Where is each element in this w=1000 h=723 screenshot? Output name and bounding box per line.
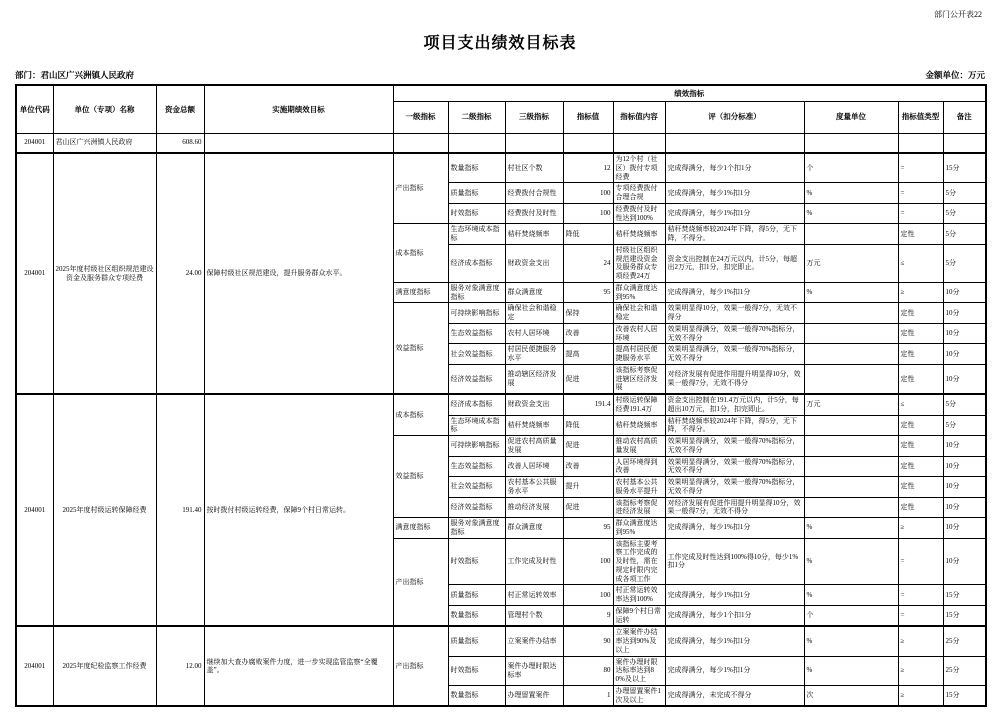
cell-note: 25分 (943, 626, 986, 656)
cell-unit-of-measure (804, 364, 898, 394)
cell-level2: 服务对象满意度指标 (448, 282, 505, 303)
cell-indicator-value: 促进 (563, 364, 613, 394)
cell-scoring-standard: 完成得满分，每少1%扣1分 (665, 203, 804, 224)
cell-level1: 产出指标 (393, 626, 448, 706)
cell-indicator-value: 促进 (563, 436, 613, 457)
col-header-unit-of-measure: 度量单位 (804, 101, 898, 133)
cell-level3: 财政资金支出 (505, 244, 563, 282)
cell-value-type: ≥ (898, 626, 943, 656)
cell-value-type: 定性 (898, 344, 943, 365)
cell-value-type: ≥ (898, 685, 943, 706)
cell-value-content: 村正常运转效率达到100% (613, 585, 665, 606)
cell-scoring-standard: 完成得满分，每少1%扣1分 (665, 282, 804, 303)
col-header-value-content: 指标值内容 (613, 101, 665, 133)
cell-note: 5分 (943, 244, 986, 282)
cell-value-content: 群众满意度达到95% (613, 518, 665, 539)
cell-empty (943, 133, 986, 153)
cell-empty (665, 133, 804, 153)
cell-value-content: 该指标主要考察工作完成的及时性，需在规定时限内完成各项工作 (613, 538, 665, 585)
cell-level3: 经费拨付合规性 (505, 183, 563, 204)
cell-level2: 时效指标 (448, 203, 505, 224)
table-body (16, 133, 986, 706)
cell-note: 15分 (943, 685, 986, 706)
cell-unit-code: 204001 (16, 394, 53, 626)
cell-scoring-standard: 效果明显得10分，效果一般得7分，无效不得分 (665, 303, 804, 324)
cell-level2: 社会效益指标 (448, 344, 505, 365)
cell-unit-of-measure: % (804, 626, 898, 656)
cell-level1: 产出指标 (393, 538, 448, 626)
cell-level2: 生态效益指标 (448, 456, 505, 477)
cell-level2: 可持续影响指标 (448, 303, 505, 324)
cell-level1: 效益指标 (393, 303, 448, 394)
cell-level2: 经济成本指标 (448, 244, 505, 282)
cell-value-content: 群众满意度达到95% (613, 282, 665, 303)
cell-indicator-value: 12 (563, 153, 613, 183)
cell-level3: 村社区个数 (505, 153, 563, 183)
cell-note: 10分 (943, 323, 986, 344)
cell-indicator-value: 100 (563, 538, 613, 585)
cell-level2: 可持续影响指标 (448, 436, 505, 457)
cell-value-content: 改善农村人居环境 (613, 323, 665, 344)
cell-value-content: 保障9个村日常运转 (613, 605, 665, 626)
cell-empty (393, 133, 448, 153)
cell-unit-of-measure: % (804, 282, 898, 303)
cell-level3: 村居民便捷服务水平 (505, 344, 563, 365)
cell-level2: 质量指标 (448, 626, 505, 656)
cell-unit-of-measure: % (804, 538, 898, 585)
cell-scoring-standard: 效果明显得满分，效果一般得70%指标分，无效不得分 (665, 436, 804, 457)
cell-note: 10分 (943, 497, 986, 518)
cell-amount: 191.40 (156, 394, 204, 626)
col-header-unit-code: 单位代码 (16, 85, 53, 133)
cell-level3: 促进农村高质量发展 (505, 436, 563, 457)
performance-target-table (15, 84, 987, 707)
cell-unit-of-measure: % (804, 203, 898, 224)
cell-level2: 经济成本指标 (448, 394, 505, 415)
cell-scoring-standard: 资金支出控制在24万元以内，计5分，每超出2万元，扣1分，扣完即止。 (665, 244, 804, 282)
cell-value-content: 该指标考察促进经济发展 (613, 497, 665, 518)
cell-scoring-standard: 资金支出控制在191.4万元以内，计5分，每超出10万元，扣1分，扣完即止。 (665, 394, 804, 415)
cell-level2: 质量指标 (448, 183, 505, 204)
col-header-value-type: 指标值类型 (898, 101, 943, 133)
cell-value-type: = (898, 153, 943, 183)
cell-level2: 时效指标 (448, 656, 505, 685)
cell-value-type: 定性 (898, 477, 943, 498)
cell-indicator-value: 95 (563, 282, 613, 303)
cell-value-content: 经费拨付及时性达到100% (613, 203, 665, 224)
col-header-level1: 一级指标 (393, 101, 448, 133)
header-row-1 (16, 85, 986, 101)
cell-level3: 农村基本公共服务水平 (505, 477, 563, 498)
cell-level1: 满意度指标 (393, 518, 448, 539)
cell-level2: 经济效益指标 (448, 497, 505, 518)
cell-value-content: 秸秆焚烧频率 (613, 415, 665, 436)
cell-level2: 数量指标 (448, 605, 505, 626)
cell-scoring-standard: 完成得满分，每少1个扣1分 (665, 605, 804, 626)
cell-unit-of-measure (804, 224, 898, 245)
cell-level2: 社会效益指标 (448, 477, 505, 498)
cell-amount: 608.60 (156, 133, 204, 153)
cell-scoring-standard: 效果明显得满分，效果一般得70%指标分，无效不得分 (665, 323, 804, 344)
cell-value-type: 定性 (898, 415, 943, 436)
cell-indicator-value: 改善 (563, 323, 613, 344)
cell-indicator-value: 100 (563, 585, 613, 606)
cell-indicator-value: 90 (563, 626, 613, 656)
cell-impl-target (204, 133, 393, 153)
table-row (16, 626, 986, 656)
cell-unit-of-measure (804, 303, 898, 324)
cell-level1: 效益指标 (393, 436, 448, 518)
cell-unit-code: 204001 (16, 626, 53, 706)
cell-value-content: 秸秆焚烧频率 (613, 224, 665, 245)
cell-level3: 村正常运转效率 (505, 585, 563, 606)
cell-level2: 服务对象满意度指标 (448, 518, 505, 539)
department-label: 部门：君山区广兴洲镇人民政府 (15, 70, 135, 80)
cell-value-content: 案件办理时限达标率达到80%及以上 (613, 656, 665, 685)
cell-value-content: 确保社会和谐稳定 (613, 303, 665, 324)
cell-scoring-standard: 对经济发展有促进作用提升明显得10分，效果一般得7分，无效不得分 (665, 497, 804, 518)
amount-unit-label: 金额单位：万元 (925, 70, 985, 80)
cell-unit-of-measure (804, 344, 898, 365)
cell-unit-of-measure: 万元 (804, 394, 898, 415)
cell-level2: 时效指标 (448, 538, 505, 585)
cell-note: 15分 (943, 605, 986, 626)
cell-scoring-standard: 完成得满分，未完成不得分 (665, 685, 804, 706)
cell-unit-name: 2025年度村级社区组织规范建设资金及服务群众专项经费 (53, 153, 156, 394)
cell-unit-name: 君山区广兴洲镇人民政府 (53, 133, 156, 153)
cell-amount: 12.00 (156, 626, 204, 706)
cell-level3: 推动辖区经济发展 (505, 364, 563, 394)
cell-value-type: 定性 (898, 364, 943, 394)
cell-scoring-standard: 工作完成及时性达到100%得10分，每少1%扣1分 (665, 538, 804, 585)
col-header-level2: 二级指标 (448, 101, 505, 133)
table-header (16, 85, 986, 133)
cell-indicator-value: 促进 (563, 497, 613, 518)
cell-impl-target: 按时拨付村级运转经费，保障9个村日常运转。 (204, 394, 393, 626)
cell-note: 10分 (943, 456, 986, 477)
cell-empty (563, 133, 613, 153)
cell-note: 10分 (943, 303, 986, 324)
cell-indicator-value: 24 (563, 244, 613, 282)
cell-indicator-value: 降低 (563, 224, 613, 245)
cell-unit-of-measure: 次 (804, 685, 898, 706)
cell-value-content: 专项经费拨付合理合规 (613, 183, 665, 204)
cell-unit-of-measure: % (804, 518, 898, 539)
cell-value-content: 提高村居民便捷服务水平 (613, 344, 665, 365)
cell-level2: 数量指标 (448, 153, 505, 183)
cell-note: 5分 (943, 415, 986, 436)
cell-level3: 立案案件办结率 (505, 626, 563, 656)
cell-value-type: 定性 (898, 497, 943, 518)
cell-indicator-value: 80 (563, 656, 613, 685)
cell-unit-of-measure (804, 477, 898, 498)
cell-empty (804, 133, 898, 153)
cell-value-type: 定性 (898, 224, 943, 245)
cell-unit-code: 204001 (16, 133, 53, 153)
cell-value-content: 立案案件办结率达到90%及以上 (613, 626, 665, 656)
cell-level3: 确保社会和谐稳定 (505, 303, 563, 324)
cell-unit-name: 2025年度村级运转保障经费 (53, 394, 156, 626)
cell-scoring-standard: 秸秆焚烧频率较2024年下降，得5分，无下降，不得分。 (665, 415, 804, 436)
cell-note: 10分 (943, 477, 986, 498)
cell-scoring-standard: 完成得满分，每少1%扣1分 (665, 656, 804, 685)
cell-value-content: 办理留置案件1次及以上 (613, 685, 665, 706)
cell-scoring-standard: 秸秆焚烧频率较2024年下降，得5分，无下降，不得分。 (665, 224, 804, 245)
cell-value-type: ≤ (898, 244, 943, 282)
cell-value-type: = (898, 183, 943, 204)
cell-note: 10分 (943, 538, 986, 585)
cell-note: 10分 (943, 364, 986, 394)
cell-value-type: ≤ (898, 394, 943, 415)
cell-level3: 群众满意度 (505, 518, 563, 539)
cell-unit-of-measure: % (804, 656, 898, 685)
cell-note: 5分 (943, 224, 986, 245)
cell-level2: 生态环境成本指标 (448, 415, 505, 436)
cell-indicator-value: 改善 (563, 456, 613, 477)
cell-scoring-standard: 对经济发展有促进作用提升明显得10分，效果一般得7分，无效不得分 (665, 364, 804, 394)
cell-level3: 秸秆焚烧频率 (505, 415, 563, 436)
cell-value-content: 村级社区组织规范建设资金及服务群众专项经费24万 (613, 244, 665, 282)
cell-level1: 产出指标 (393, 153, 448, 224)
cell-level3: 经费拨付及时性 (505, 203, 563, 224)
cell-indicator-value: 191.4 (563, 394, 613, 415)
cell-unit-of-measure (804, 497, 898, 518)
cell-level3: 改善人居环境 (505, 456, 563, 477)
cell-level3: 案件办理时限达标率 (505, 656, 563, 685)
col-header-impl-target: 实施期绩效目标 (204, 85, 393, 133)
cell-value-content: 村级运转保障经费191.4万 (613, 394, 665, 415)
doc-code-label: 部门公开表22 (934, 10, 982, 19)
cell-scoring-standard: 效果明显得满分，效果一般得70%指标分，无效不得分 (665, 456, 804, 477)
cell-level1: 成本指标 (393, 224, 448, 283)
cell-level3: 农村人居环境 (505, 323, 563, 344)
cell-note: 10分 (943, 344, 986, 365)
cell-level1: 成本指标 (393, 394, 448, 436)
cell-value-content: 为12个村（社区）拨付专项经费 (613, 153, 665, 183)
cell-unit-of-measure: 万元 (804, 244, 898, 282)
cell-value-content: 该指标考察促进辖区经济发展 (613, 364, 665, 394)
cell-empty (505, 133, 563, 153)
cell-indicator-value: 100 (563, 203, 613, 224)
cell-level3: 秸秆焚烧频率 (505, 224, 563, 245)
cell-indicator-value: 100 (563, 183, 613, 204)
cell-note: 5分 (943, 394, 986, 415)
cell-impl-target: 继续加大查办腐败案件力度，进一步实现监管监察“全覆盖”。 (204, 626, 393, 706)
cell-level2: 生态环境成本指标 (448, 224, 505, 245)
cell-scoring-standard: 完成得满分，每少1%扣1分 (665, 183, 804, 204)
cell-empty (613, 133, 665, 153)
cell-impl-target: 保障村级社区规范建设，提升服务群众水平。 (204, 153, 393, 394)
cell-level1: 满意度指标 (393, 282, 448, 303)
cell-level3: 管理村个数 (505, 605, 563, 626)
meta-row (15, 69, 985, 81)
cell-empty (898, 133, 943, 153)
cell-value-type: = (898, 538, 943, 585)
cell-value-type: 定性 (898, 436, 943, 457)
cell-amount: 24.00 (156, 153, 204, 394)
col-header-perf-indicators: 绩效指标 (393, 85, 986, 101)
cell-note: 25分 (943, 656, 986, 685)
cell-unit-of-measure: 个 (804, 605, 898, 626)
cell-value-type: ≥ (898, 282, 943, 303)
cell-level3: 工作完成及时性 (505, 538, 563, 585)
cell-value-content: 农村基本公共服务水平提升 (613, 477, 665, 498)
table-row-summary (16, 133, 986, 153)
cell-level3: 办理留置案件 (505, 685, 563, 706)
cell-unit-of-measure: 个 (804, 153, 898, 183)
cell-note: 15分 (943, 585, 986, 606)
cell-scoring-standard: 完成得满分，每少1%扣1分 (665, 585, 804, 606)
cell-unit-of-measure (804, 323, 898, 344)
cell-unit-of-measure: % (804, 183, 898, 204)
col-header-indicator-value: 指标值 (563, 101, 613, 133)
cell-note: 5分 (943, 203, 986, 224)
cell-level2: 经济效益指标 (448, 364, 505, 394)
cell-unit-of-measure (804, 436, 898, 457)
cell-scoring-standard: 效果明显得满分，效果一般得70%指标分，无效不得分 (665, 477, 804, 498)
cell-scoring-standard: 完成得满分，每少1%扣1分 (665, 626, 804, 656)
cell-indicator-value: 保持 (563, 303, 613, 324)
col-header-total-fund: 资金总额 (156, 85, 204, 133)
cell-unit-of-measure (804, 415, 898, 436)
col-header-unit-name: 单位（专项）名称 (53, 85, 156, 133)
cell-note: 10分 (943, 436, 986, 457)
cell-indicator-value: 提升 (563, 477, 613, 498)
cell-level3: 推动经济发展 (505, 497, 563, 518)
cell-unit-code: 204001 (16, 153, 53, 394)
cell-value-type: = (898, 203, 943, 224)
cell-scoring-standard: 完成得满分，每少1个扣1分 (665, 153, 804, 183)
cell-note: 5分 (943, 183, 986, 204)
cell-value-type: ≥ (898, 656, 943, 685)
col-header-level3: 三级指标 (505, 101, 563, 133)
col-header-scoring-standard: 评（扣分标准） (665, 101, 804, 133)
cell-indicator-value: 降低 (563, 415, 613, 436)
cell-value-content: 人居环境得到改善 (613, 456, 665, 477)
cell-level2: 生态效益指标 (448, 323, 505, 344)
cell-level3: 群众满意度 (505, 282, 563, 303)
cell-unit-of-measure: % (804, 585, 898, 606)
cell-note: 10分 (943, 518, 986, 539)
table-row (16, 394, 986, 415)
cell-value-type: 定性 (898, 303, 943, 324)
cell-level2: 数量指标 (448, 685, 505, 706)
cell-indicator-value: 95 (563, 518, 613, 539)
cell-value-content: 推动农村高质量发展 (613, 436, 665, 457)
cell-level2: 质量指标 (448, 585, 505, 606)
cell-unit-name: 2025年度纪检监察工作经费 (53, 626, 156, 706)
page-title: 项目支出绩效目标表 (423, 35, 577, 52)
cell-note: 15分 (943, 153, 986, 183)
cell-empty (448, 133, 505, 153)
cell-value-type: 定性 (898, 323, 943, 344)
cell-indicator-value: 提高 (563, 344, 613, 365)
cell-indicator-value: 1 (563, 685, 613, 706)
cell-value-type: ≥ (898, 518, 943, 539)
table-row (16, 153, 986, 183)
cell-unit-of-measure (804, 456, 898, 477)
cell-value-type: = (898, 605, 943, 626)
cell-scoring-standard: 完成得满分，每少1%扣1分 (665, 518, 804, 539)
cell-level3: 财政资金支出 (505, 394, 563, 415)
col-header-note: 备注 (943, 101, 986, 133)
cell-value-type: 定性 (898, 456, 943, 477)
cell-value-type: = (898, 585, 943, 606)
cell-scoring-standard: 效果明显得满分，效果一般得70%指标分，无效不得分 (665, 344, 804, 365)
cell-note: 10分 (943, 282, 986, 303)
cell-indicator-value: 9 (563, 605, 613, 626)
